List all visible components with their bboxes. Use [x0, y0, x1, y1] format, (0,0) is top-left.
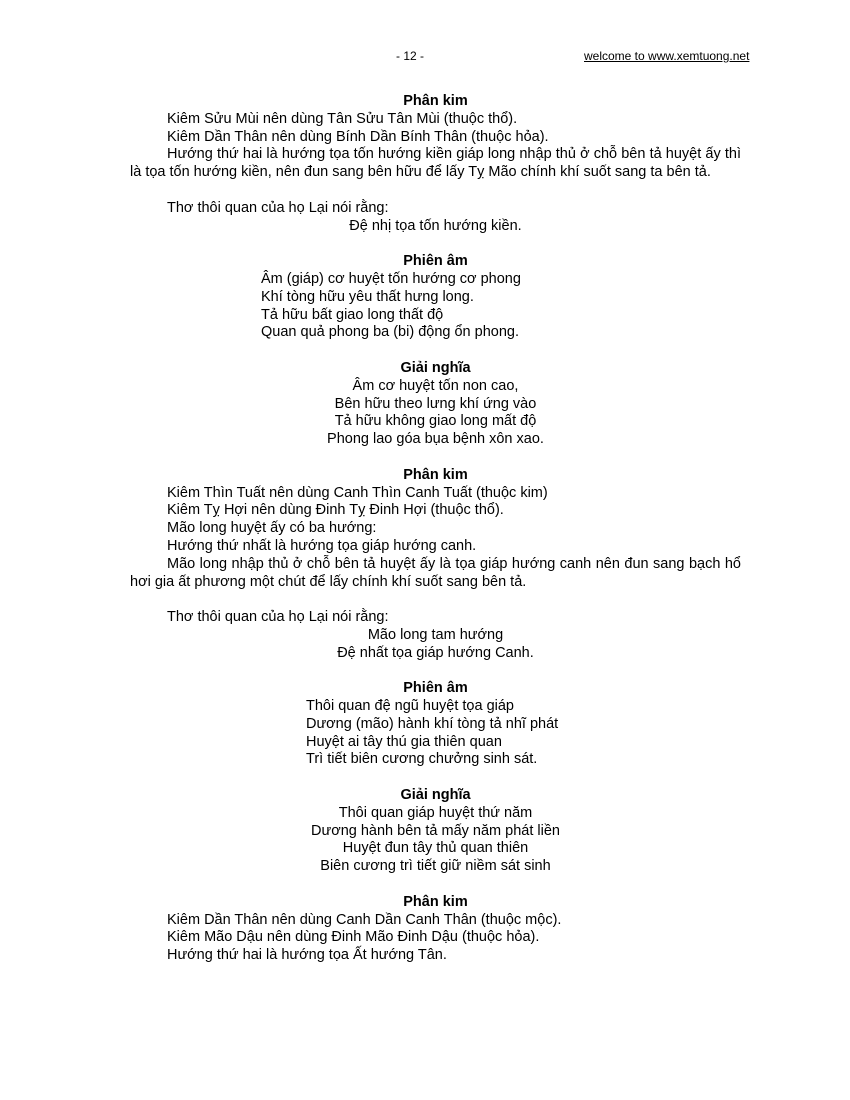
verse-line: Phong lao góa bụa bệnh xôn xao. [327, 431, 544, 448]
paragraph: Hướng thứ hai là hướng tọa tốn hướng kiền giáp long nhập thủ ở chỗ bên tả huyệt ấy thì là tọa tốn hướng kiền, nên đun sang bên hữu để lấy Tỵ Mão chính khí suốt sang ta bên tả. [130, 146, 741, 181]
verse-line: Huyệt ai tây thú gia thiên quan [306, 733, 502, 750]
text-line: Mão long huyệt ấy có ba hướng: [167, 520, 377, 537]
text-line: Hướng thứ hai là hướng tọa Ất hướng Tân. [167, 947, 447, 964]
verse-line: Âm (giáp) cơ huyệt tốn hướng cơ phong [261, 270, 521, 287]
document-body [130, 93, 741, 965]
verse-line: Âm cơ huyệt tốn non cao, [352, 377, 519, 394]
section-heading: Phân kim [403, 466, 468, 483]
poem-title: Đệ nhất tọa giáp hướng Canh. [337, 644, 534, 661]
page-number: - 12 - [396, 49, 425, 63]
verse-line: Khí tòng hữu yêu thất hưng long. [261, 288, 474, 305]
verse-line: Biên cương trì tiết giữ niềm sát sinh [320, 858, 551, 875]
text-line: Kiêm Mão Dậu nên dùng Đinh Mão Đinh Dậu (thuộc hỏa). [167, 929, 540, 946]
section-heading: Phiên âm [403, 680, 468, 697]
paragraph: Mão long nhập thủ ở chỗ bên tả huyệt ấy là tọa giáp hướng canh nên đun sang bạch hổ hơi gia ất phương một chút để lấy chính khí suốt sang bên tả. [130, 555, 741, 590]
text-line: Kiêm Thìn Tuất nên dùng Canh Thìn Canh Tuất (thuộc kim) [167, 484, 548, 501]
poem-title: Mão long tam hướng [367, 626, 504, 643]
verse-line: Dương (mão) hành khí tòng tả nhĩ phát [306, 715, 559, 732]
text-line: Kiêm Dần Thân nên dùng Bính Dần Bính Thân (thuộc hỏa). [167, 128, 549, 145]
text-line: Kiêm Dần Thân nên dùng Canh Dần Canh Thân (thuộc mộc). [167, 911, 562, 928]
text-line: Kiêm Tỵ Hợi nên dùng Đinh Tỵ Đinh Hợi (thuộc thổ). [167, 502, 504, 519]
verse-line: Huyệt đun tây thủ quan thiên [342, 840, 529, 857]
section-heading: Giải nghĩa [400, 359, 471, 376]
section-heading: Giải nghĩa [400, 787, 471, 804]
poem-title: Đệ nhị tọa tốn hướng kiền. [349, 217, 522, 234]
text-line: Kiêm Sửu Mùi nên dùng Tân Sửu Tân Mùi (thuộc thổ). [167, 110, 518, 127]
verse-line: Thôi quan giáp huyệt thứ năm [338, 804, 533, 821]
section-heading: Phiên âm [403, 253, 468, 270]
site-link[interactable]: welcome to www.xemtuong.net [584, 49, 750, 63]
section-heading: Phân kim [403, 93, 468, 109]
verse-line: Dương hành bên tả mấy năm phát liền [311, 822, 560, 839]
verse-line: Thôi quan đệ ngũ huyệt tọa giáp [306, 698, 514, 715]
verse-line: Tả hữu bất giao long thất độ [261, 306, 444, 323]
poem-intro: Thơ thôi quan của họ Lại nói rằng: [167, 199, 389, 216]
poem-intro: Thơ thôi quan của họ Lại nói rằng: [167, 609, 389, 626]
section-heading: Phân kim [403, 893, 468, 910]
verse-line: Bên hữu theo lưng khí ứng vào [334, 395, 537, 412]
verse-line: Trì tiết biên cương chưởng sinh sát. [306, 751, 538, 768]
verse-line: Quan quả phong ba (bi) động ổn phong. [261, 324, 519, 341]
verse-line: Tả hữu không giao long mất độ [334, 413, 537, 430]
text-line: Hướng thứ nhất là hướng tọa giáp hướng canh. [167, 537, 477, 554]
